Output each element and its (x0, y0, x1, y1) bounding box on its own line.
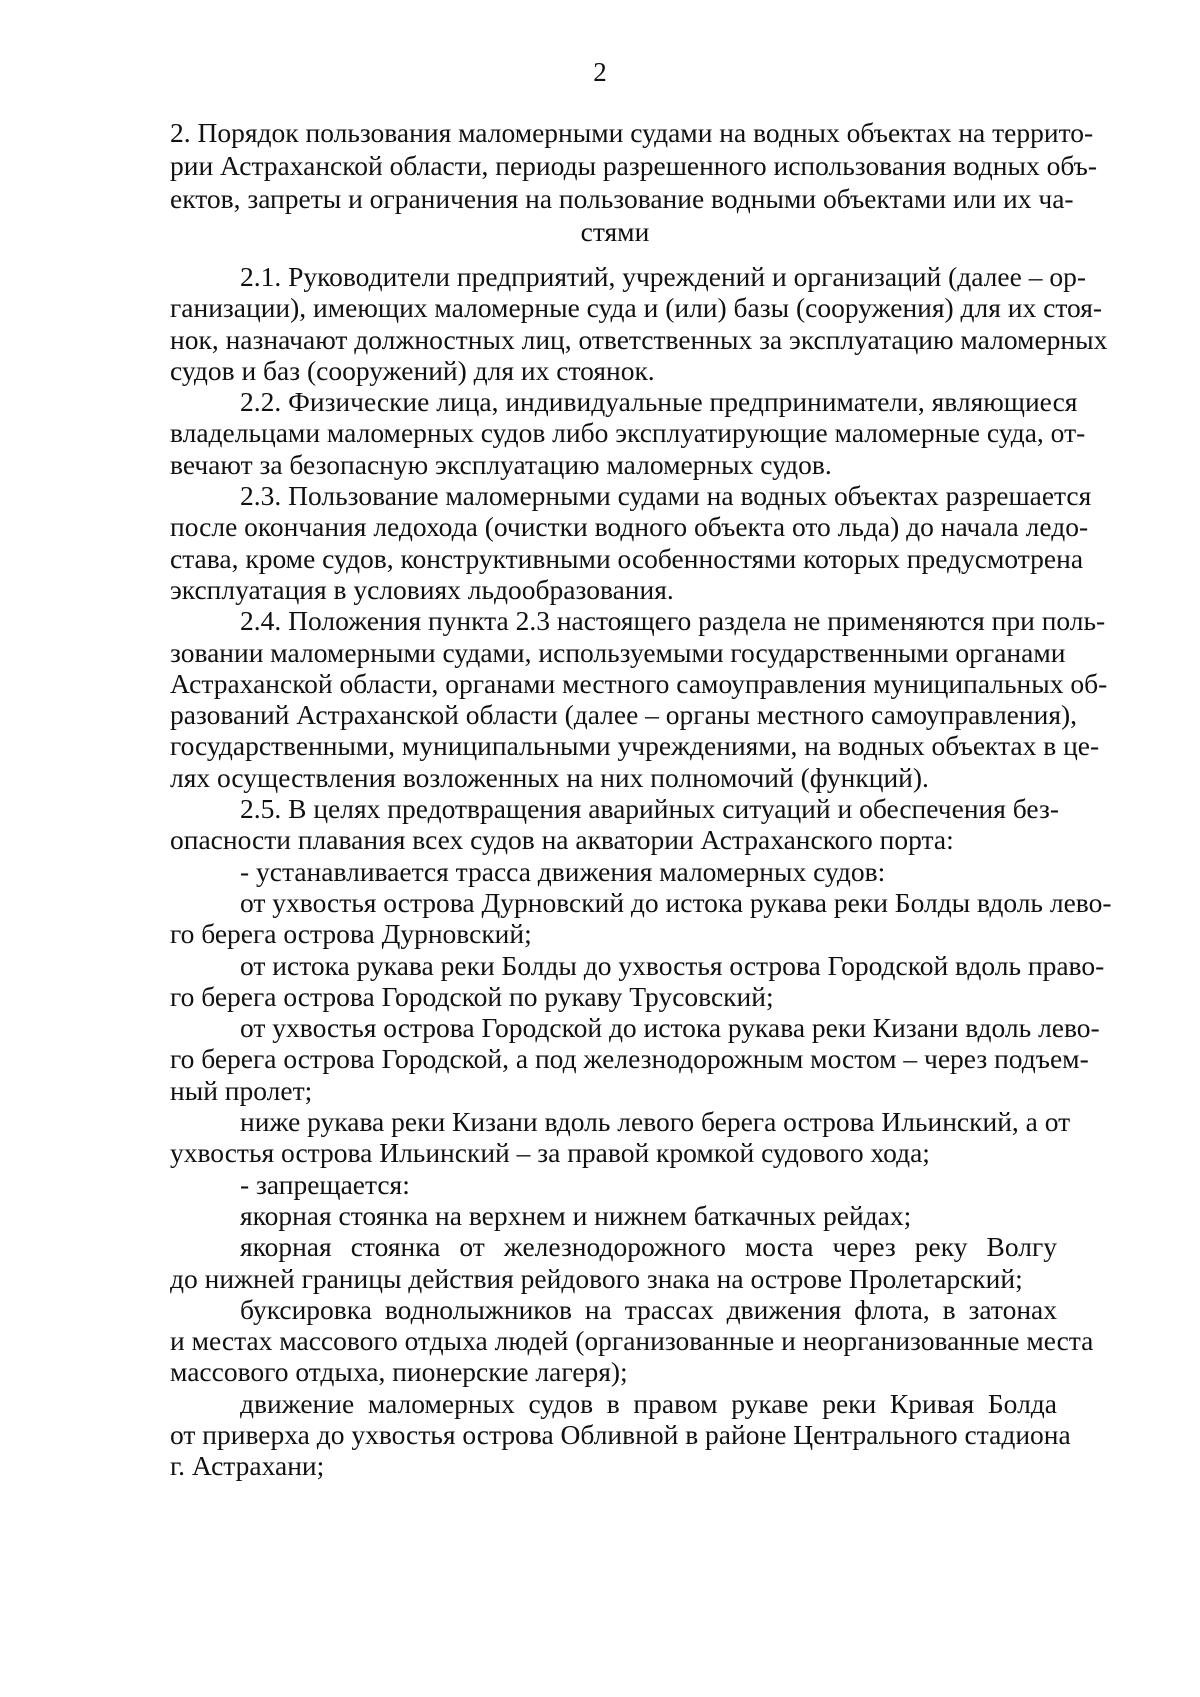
heading-line: 2. Порядок пользования маломерными судами на водных объектах на террито- (170, 117, 1094, 148)
paragraph (170, 386, 1086, 480)
text-line: от приверха до ухвостья острова Обливной в районе Центрального стадиона (170, 1418, 1071, 1450)
text-line: нок, назначают должностных лиц, ответственных за эксплуатацию маломерных (170, 323, 1108, 355)
text-line: владельцами маломерных судов либо эксплуатирующие маломерные суда, от- (170, 417, 1086, 449)
text-line: 2.1. Руководители предприятий, учреждений и организаций (далее – ор- (240, 261, 1086, 292)
text-line: вечают за безопасную эксплуатацию маломерных судов. (170, 448, 832, 480)
text-line: движение маломерных судов в правом рукаве реки Кривая Болда (240, 1387, 1057, 1419)
text-line: государственными, муниципальными учреждениями, на водных объектах в це- (170, 730, 1100, 762)
text-line: го берега острова Городской, а под железнодорожным мостом – через подъем- (170, 1043, 1089, 1075)
paragraph (170, 1231, 1057, 1294)
text-line: 2.2. Физические лица, индивидуальные предприниматели, являющиеся (240, 386, 1078, 418)
heading-line: рии Астраханской области, периоды разрешенного использования водных объ- (170, 150, 1098, 181)
text-line: судов и баз (сооружений) для их стоянок. (170, 354, 655, 386)
text-line: го берега острова Городской по рукаву Трусовский; (170, 980, 774, 1012)
heading-line: ектов, запреты и ограничения на пользование водными объектами или их ча- (170, 183, 1074, 214)
text-line: до нижней границы действия рейдового знака на острове Пролетарский; (170, 1262, 1023, 1294)
paragraph (170, 949, 1105, 1013)
document-body (170, 261, 1112, 1482)
text-line: 2.5. В целях предотвращения аварийных ситуаций и обеспечения без- (240, 793, 1059, 825)
text-line: зовании маломерными судами, используемыми государственными органами (170, 636, 1066, 668)
text-line: го берега острова Дурновский; (170, 918, 532, 950)
text-line: Астраханской области, органами местного самоуправления муниципальных об- (170, 667, 1108, 699)
text-line: г. Астрахани; (170, 1450, 325, 1482)
paragraph (170, 886, 1112, 950)
text-line: якорная стоянка на верхнем и нижнем баткачных рейдах; (240, 1199, 912, 1231)
text-line: массового отдыха, пионерские лагеря); (170, 1356, 628, 1388)
paragraph (170, 1106, 1071, 1169)
text-line: от ухвостья острова Дурновский до истока рукава реки Болды вдоль лево- (240, 886, 1112, 918)
paragraph (170, 480, 1092, 605)
text-line: - устанавливается трасса движения маломерных судов: (240, 855, 886, 887)
paragraph (170, 1200, 1057, 1231)
heading-line: стями (580, 216, 650, 247)
text-line: от истока рукава реки Болды до ухвостья острова Городской вдоль право- (240, 949, 1105, 981)
text-line: после окончания ледохода (очистки водного объекта ото льда) до начала ледо- (170, 511, 1089, 543)
paragraph (170, 1012, 1100, 1106)
paragraph (170, 1169, 1057, 1200)
page-number: 2 (593, 57, 607, 87)
paragraph (170, 605, 1108, 793)
text-line: 2.4. Положения пункта 2.3 настоящего раздела не применяются при поль- (240, 605, 1106, 637)
text-line: става, кроме судов, конструктивными особенностями которых предусмотрена (170, 542, 1084, 574)
text-line: ганизации), имеющих маломерные суда и (или) базы (сооружения) для их стоя- (170, 292, 1103, 324)
text-line: опасности плавания всех судов на акватории Астраханского порта: (170, 824, 954, 856)
text-line: ниже рукава реки Кизани вдоль левого берега острова Ильинский, а от (240, 1106, 1071, 1138)
text-line: ный пролет; (170, 1074, 313, 1106)
text-line: лях осуществления возложенных на них полномочий (функций). (170, 761, 929, 793)
text-line: эксплуатация в условиях льдообразования. (170, 573, 674, 605)
text-line: якорная стоянка от железнодорожного моста через реку Волгу (240, 1231, 1057, 1263)
paragraph (170, 793, 1057, 856)
paragraph (170, 261, 1108, 386)
text-line: и местах массового отдыха людей (организованные и неорганизованные места (170, 1325, 1094, 1357)
text-line: - запрещается: (240, 1168, 410, 1200)
paragraph (170, 1293, 1094, 1388)
text-line: разований Астраханской области (далее – органы местного самоуправления), (170, 699, 1078, 731)
paragraph (170, 856, 1057, 887)
text-line: ухвостья острова Ильинский – за правой кромкой судового хода; (170, 1137, 930, 1169)
text-line: 2.3. Пользование маломерными судами на водных объектах разрешается (240, 480, 1092, 512)
section-heading (170, 116, 1098, 248)
text-line: буксировка воднолыжников на трассах движения флота, в затонах (240, 1293, 1057, 1325)
text-line: от ухвостья острова Городской до истока рукава реки Кизани вдоль лево- (240, 1012, 1100, 1044)
paragraph (170, 1387, 1071, 1482)
